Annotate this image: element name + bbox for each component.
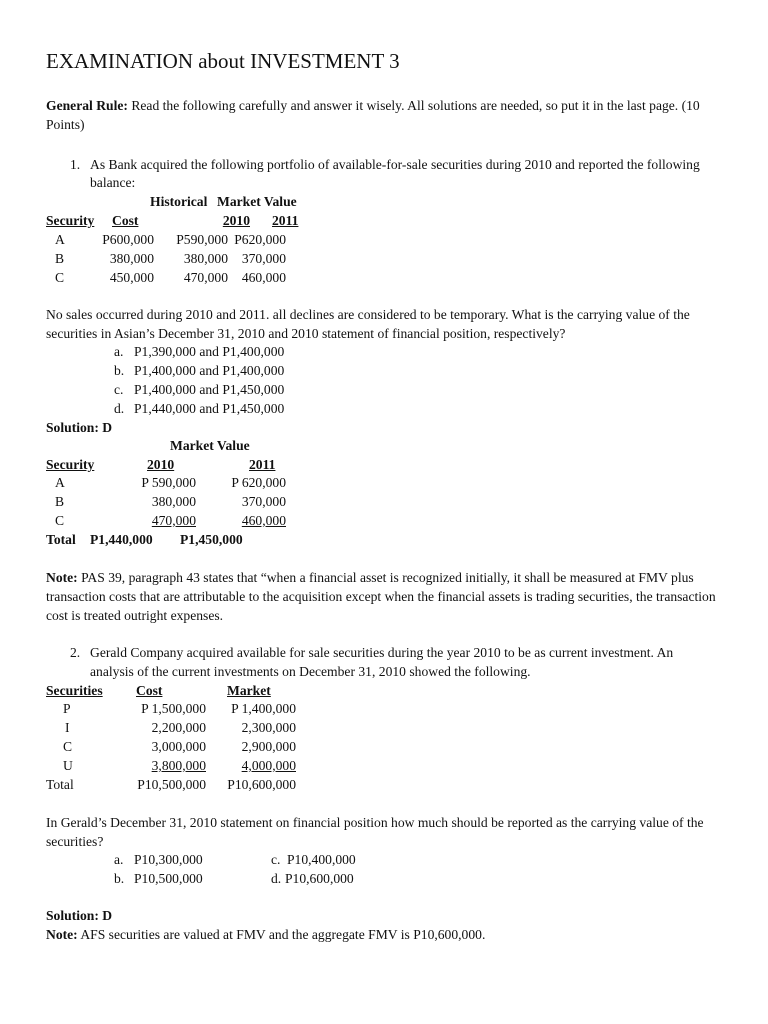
q2-row-cost: 3,000,000 (151, 739, 206, 754)
q1-sol-header-security: Security (46, 457, 95, 472)
q1-sol-row-2010: P 590,000 (141, 475, 196, 490)
q1-question: No sales occurred during 2010 and 2011. all declines are considered to be temporary. What is the carrying value of the securities in Asian’s December 31, 2010 and 2010 statement of financial position, respectively? (46, 307, 690, 341)
q2-number: 2. (70, 645, 81, 660)
q2-row-market: 4,000,000 (241, 758, 296, 773)
q2-header-securities: Securities (46, 683, 103, 698)
q2-note-label: Note: (46, 927, 78, 942)
general-rule-text: Read the following carefully and answer it wisely. All solutions are needed, so put it in the last page. (10 Points) (46, 98, 700, 132)
q1-row-2010: 380,000 (183, 251, 228, 266)
q2-total-label: Total (46, 777, 74, 792)
q2-row-market: 2,300,000 (241, 720, 296, 735)
q1-note-text: PAS 39, paragraph 43 states that “when a financial asset is recognized initially, it shall be measured at FMV plus transaction costs that are attributable to the acquisition except when the financial assets is trading securities, the transaction cost is treated outright expenses. (46, 570, 716, 623)
q1-sol-row-2011: P 620,000 (231, 475, 286, 490)
q1-note (46, 568, 726, 625)
q1-number: 1. (70, 157, 81, 172)
q2-row-security: U (63, 758, 73, 773)
q1-sol-row-security: C (55, 513, 65, 528)
q2-choice-text: P10,600,000 (285, 871, 354, 886)
q1-header-2010: 2010 (222, 213, 250, 228)
q1-sol-total-label: Total (46, 532, 76, 547)
q2-header-cost: Cost (136, 683, 163, 698)
q1-sol-total-2010: P1,440,000 (90, 532, 153, 547)
q1-sol-row-2010: 470,000 (151, 513, 196, 528)
q2-choice-text: P10,400,000 (287, 852, 356, 867)
q1-row-security: A (55, 232, 65, 247)
q2-row-market: P 1,400,000 (231, 701, 296, 716)
q1-row-security: B (55, 251, 65, 266)
q1-sol-row-security: B (55, 494, 65, 509)
q1-sol-header-2010: 2010 (147, 457, 175, 472)
general-rule (46, 96, 726, 134)
q1-sol-header-market-value: Market Value (170, 438, 250, 453)
q2-row-cost: 3,800,000 (151, 758, 206, 773)
q2-choice-letter: c. (271, 852, 281, 867)
q1-choice-letter: b. (114, 363, 125, 378)
q2-choice-letter: d. (271, 871, 282, 886)
q1-choice-text: P1,440,000 and P1,450,000 (134, 401, 285, 416)
q1-choice-text: P1,400,000 and P1,400,000 (134, 363, 285, 378)
q2-total-cost: P10,500,000 (137, 777, 206, 792)
page-title: EXAMINATION about INVESTMENT 3 (46, 49, 400, 73)
q1-row-security: C (55, 270, 65, 285)
q1-choice-letter: c. (114, 382, 124, 397)
q1-row-cost: 450,000 (109, 270, 154, 285)
q2-row-market: 2,900,000 (241, 739, 296, 754)
q2-stem-line1: Gerald Company acquired available for sale securities during the year 2010 to be as current investment. An (90, 645, 674, 660)
q1-sol-header-2011: 2011 (249, 457, 276, 472)
q1-choice-letter: d. (114, 401, 125, 416)
q1-header-cost: Cost (112, 213, 139, 228)
q2-note-text: AFS securities are valued at FMV and the aggregate FMV is P10,600,000. (77, 927, 486, 942)
q1-header-security: Security (46, 213, 95, 228)
q1-row-2011: P620,000 (234, 232, 286, 247)
q2-note (46, 926, 485, 944)
q1-stem-line1: As Bank acquired the following portfolio of available-for-sale securities during 2010 and reported the following (90, 157, 700, 172)
q2-row-security: P (63, 701, 71, 716)
q1-choice-text: P1,400,000 and P1,450,000 (134, 382, 285, 397)
q1-row-2011: 460,000 (241, 270, 286, 285)
q2-row-cost: P 1,500,000 (141, 701, 206, 716)
q2-total-market: P10,600,000 (227, 777, 296, 792)
q1-sol-total-2011: P1,450,000 (180, 532, 243, 547)
q1-row-cost: 380,000 (109, 251, 154, 266)
q2-row-security: I (65, 720, 70, 735)
q1-solution: Solution: D (46, 420, 113, 435)
q1-header-2011: 2011 (272, 213, 299, 228)
q1-row-2010: 470,000 (183, 270, 228, 285)
q1-sol-row-2010: 380,000 (151, 494, 196, 509)
q1-sol-row-2011: 370,000 (241, 494, 286, 509)
q1-row-2011: 370,000 (241, 251, 286, 266)
q2-stem-line2: analysis of the current investments on December 31, 2010 showed the following. (90, 664, 531, 679)
q1-stem-line2: balance: (90, 175, 136, 190)
q1-note-label: Note: (46, 570, 78, 585)
q1-row-cost: P600,000 (102, 232, 154, 247)
q1-header-market-value: Market Value (217, 194, 297, 209)
q2-choice-text: P10,300,000 (134, 852, 203, 867)
q2-question: In Gerald’s December 31, 2010 statement on financial position how much should be reported as the carrying value of the securities? (46, 815, 704, 849)
q2-row-cost: 2,200,000 (151, 720, 206, 735)
q1-choice-letter: a. (114, 344, 124, 359)
q1-header-historical: Historical (150, 194, 208, 209)
general-rule-label: General Rule: (46, 98, 128, 113)
q2-choice-text: P10,500,000 (134, 871, 203, 886)
q2-row-security: C (63, 739, 73, 754)
q2-solution: Solution: D (46, 908, 113, 923)
q1-sol-row-2011: 460,000 (241, 513, 286, 528)
q2-choice-letter: b. (114, 871, 125, 886)
q1-row-2010: P590,000 (176, 232, 228, 247)
q1-choice-text: P1,390,000 and P1,400,000 (134, 344, 285, 359)
q1-sol-row-security: A (55, 475, 65, 490)
q2-header-market: Market (227, 683, 271, 698)
q2-choice-letter: a. (114, 852, 124, 867)
